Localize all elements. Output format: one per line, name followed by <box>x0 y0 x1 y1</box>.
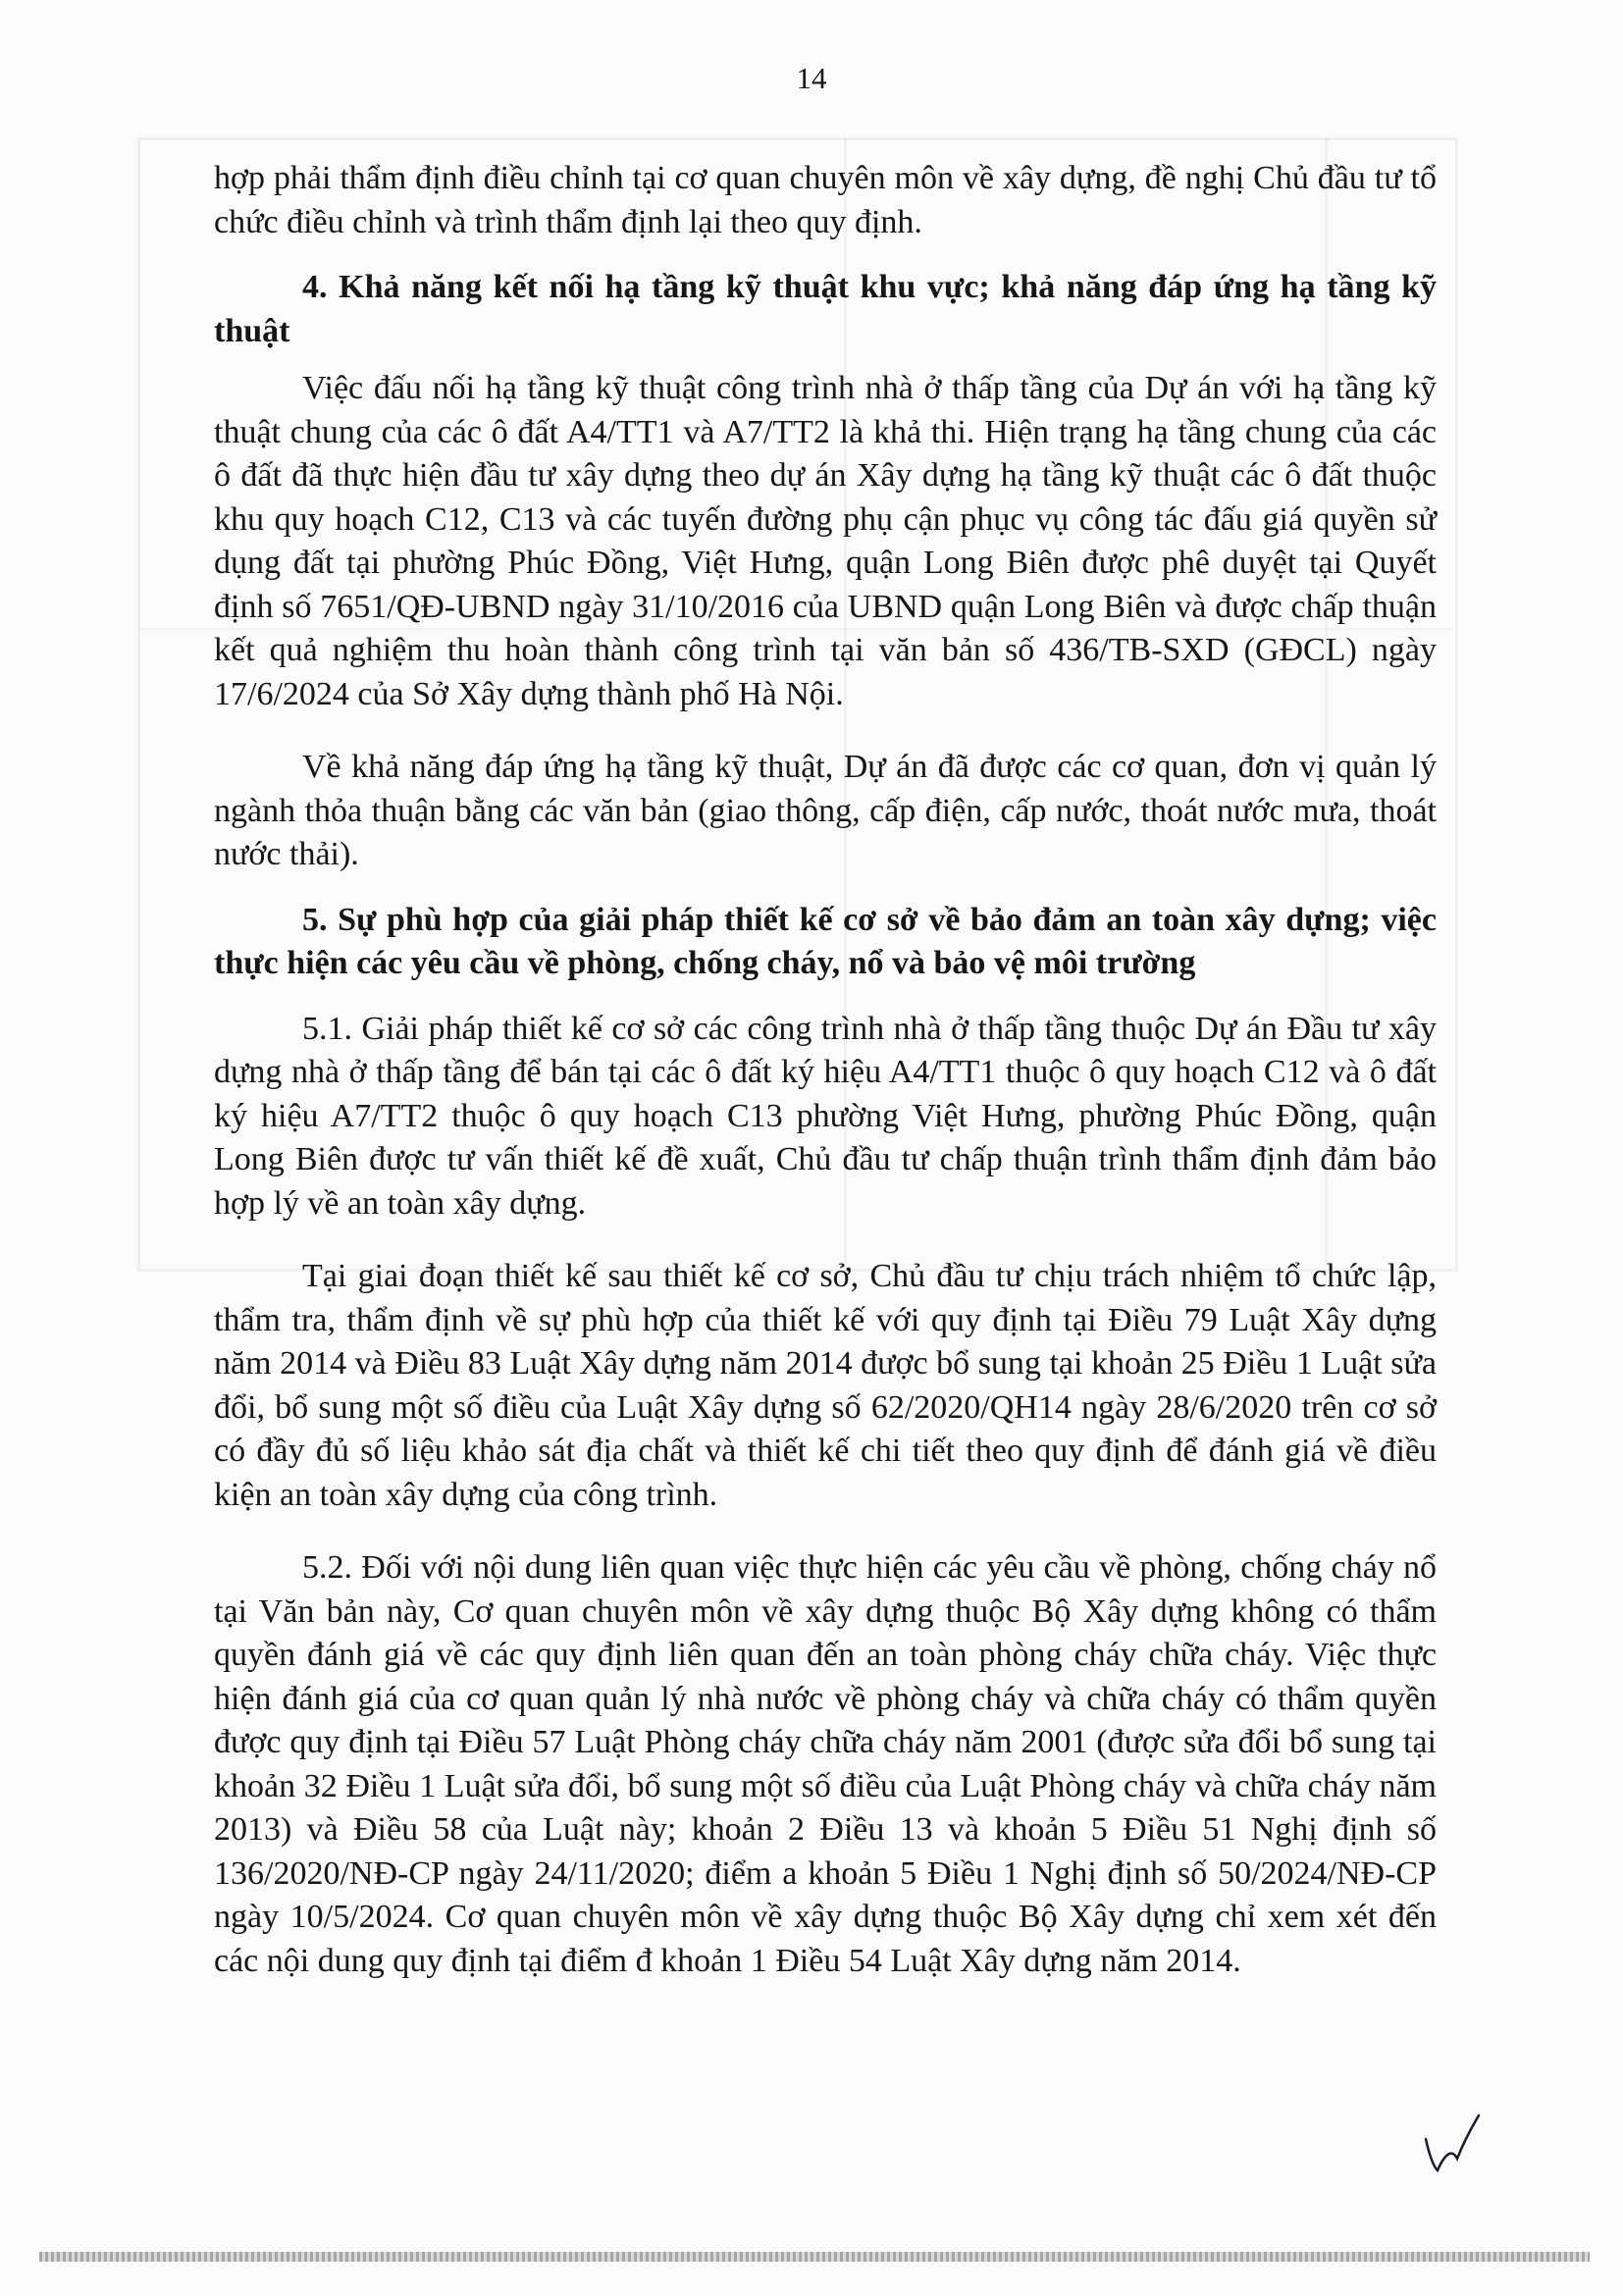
initial-signature <box>1418 2110 1487 2178</box>
section-heading-4: 4. Khả năng kết nối hạ tầng kỹ thuật khu vực; khả năng đáp ứng hạ tầng kỹ thuật <box>214 269 1437 349</box>
paragraph-continuation: hợp phải thẩm định điều chỉnh tại cơ quan chuyên môn về xây dựng, đề nghị Chủ đầu tư tổ chức điều chỉnh và trình thẩm định lại theo quy định. <box>214 160 1437 240</box>
page-number: 14 <box>796 61 827 95</box>
document-body <box>214 157 1437 1983</box>
footer-rule <box>39 2252 1590 2262</box>
paragraph-infrastructure-connection: Việc đấu nối hạ tầng kỹ thuật công trình nhà ở thấp tầng của Dự án với hạ tầng kỹ thuật chung của các ô đất A4/TT1 và A7/TT2 là khả thi. Hiện trạng hạ tầng chung của các ô đất đã thực hiện đầu tư xây dựng theo dự án Xây dựng hạ tầng kỹ thuật các ô đất thuộc khu quy hoạch C12, C13 và các tuyến đường phụ cận phục vụ công tác đấu giá quyền sử dụng đất tại phường Phúc Đồng, Việt Hưng, quận Long Biên được phê duyệt tại Quyết định số 7651/QĐ-UBND ngày 31/10/2016 của UBND quận Long Biên và được chấp thuận kết quả nghiệm thu hoàn thành công trình tại văn bản số 436/TB-SXD (GĐCL) ngày 17/6/2024 của Sở Xây dựng thành phố Hà Nội. <box>214 370 1437 712</box>
paragraph-design-stage: Tại giai đoạn thiết kế sau thiết kế cơ sở, Chủ đầu tư chịu trách nhiệm tổ chức lập, thẩm tra, thẩm định về sự phù hợp của thiết kế với quy định tại Điều 79 Luật Xây dựng năm 2014 và Điều 83 Luật Xây dựng năm 2014 được bổ sung tại khoản 25 Điều 1 Luật sửa đổi, bổ sung một số điều của Luật Xây dựng số 62/2020/QH14 ngày 28/6/2020 trên cơ sở có đầy đủ số liệu khảo sát địa chất và thiết kế chi tiết theo quy định để đánh giá về điều kiện an toàn xây dựng của công trình. <box>214 1258 1437 1513</box>
section-heading-5: 5. Sự phù hợp của giải pháp thiết kế cơ sở về bảo đảm an toàn xây dựng; việc thực hiện các yêu cầu về phòng, chống cháy, nổ và bảo vệ môi trường <box>214 901 1437 981</box>
paragraph-5-2: 5.2. Đối với nội dung liên quan việc thực hiện các yêu cầu về phòng, chống cháy nổ tại Văn bản này, Cơ quan chuyên môn về xây dựng thuộc Bộ Xây dựng không có thẩm quyền đánh giá về các quy định liên quan đến an toàn phòng cháy chữa cháy. Việc thực hiện đánh giá của cơ quan quản lý nhà nước về phòng cháy và chữa cháy có thẩm quyền được quy định tại Điều 57 Luật Phòng cháy chữa cháy năm 2001 (được sửa đổi bổ sung tại khoản 32 Điều 1 Luật sửa đổi, bổ sung một số điều của Luật Phòng cháy và chữa cháy năm 2013) và Điều 58 của Luật này; khoản 2 Điều 13 và khoản 5 Điều 51 Nghị định số 136/2020/NĐ-CP ngày 24/11/2020; điểm a khoản 5 Điều 1 Nghị định số 50/2024/NĐ-CP ngày 10/5/2024. Cơ quan chuyên môn về xây dựng thuộc Bộ Xây dựng chỉ xem xét đến các nội dung quy định tại điểm đ khoản 1 Điều 54 Luật Xây dựng năm 2014. <box>214 1549 1437 1979</box>
paragraph-5-1: 5.1. Giải pháp thiết kế cơ sở các công trình nhà ở thấp tầng thuộc Dự án Đầu tư xây dựng nhà ở thấp tầng để bán tại các ô đất ký hiệu A4/TT1 thuộc ô quy hoạch C12 và ô đất ký hiệu A7/TT2 thuộc ô quy hoạch C13 phường Việt Hưng, phường Phúc Đồng, quận Long Biên được tư vấn thiết kế đề xuất, Chủ đầu tư chấp thuận trình thẩm định đảm bảo hợp lý về an toàn xây dựng. <box>214 1010 1437 1222</box>
paragraph-infrastructure-capacity: Về khả năng đáp ứng hạ tầng kỹ thuật, Dự án đã được các cơ quan, đơn vị quản lý ngành thỏa thuận bằng các văn bản (giao thông, cấp điện, cấp nước, thoát nước mưa, thoát nước thải). <box>214 749 1437 872</box>
